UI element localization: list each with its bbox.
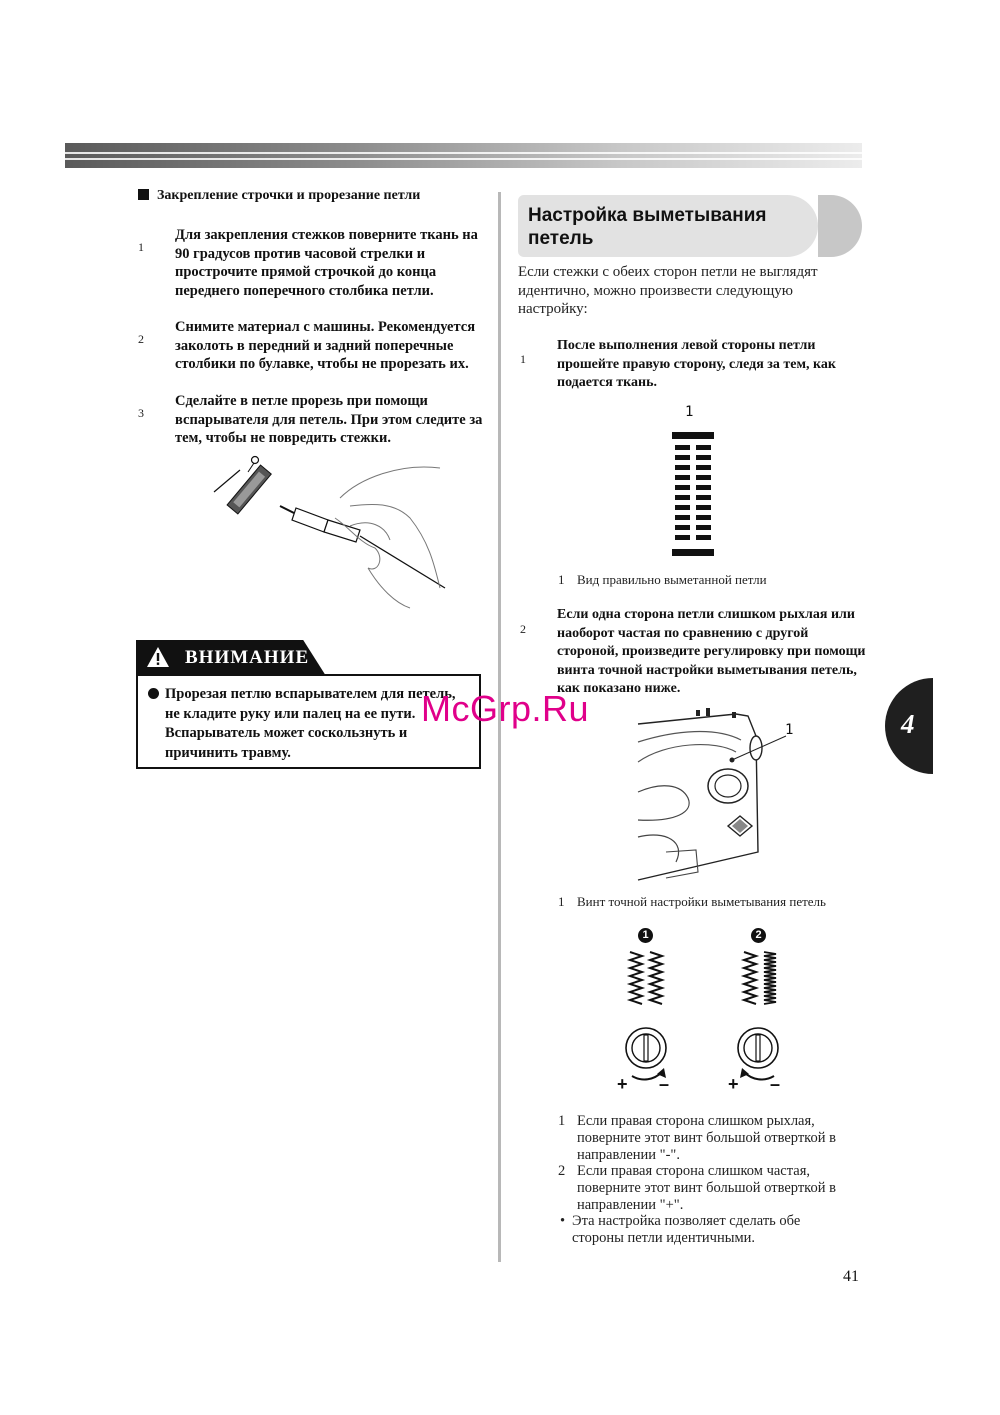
plus-sign: + xyxy=(617,1074,628,1094)
note-bullet: • xyxy=(560,1213,566,1229)
header-bar xyxy=(65,143,862,168)
minus-sign: – xyxy=(770,1074,781,1094)
sewing-machine-figure xyxy=(636,702,836,882)
legend-text: Если правая сторона слишком рыхлая, поверните этот винт большой отверткой в направлении "-". xyxy=(577,1113,836,1163)
step-text: Если одна сторона петли слишком рыхлая или наоборот частая по сравнению с другой стороной, произведите регулировку при помощи винта точной настройки выметывания петель, как показано ниже. xyxy=(557,607,866,696)
seam-ripper-illustration xyxy=(200,448,460,618)
dense-stitch-pattern-icon xyxy=(740,950,780,1008)
step-text: Сделайте в петле прорезь при помощи вспарывателя для петель. При этом следите за тем, чтобы не повредить стежки. xyxy=(175,393,483,446)
bullet-icon xyxy=(148,688,159,699)
step-number: 1 xyxy=(138,240,144,254)
figure-label: 1 xyxy=(685,404,694,420)
warning-text: Прорезая петлю вспарывателем для петель, не кладите руку или палец на ее пути. Вспарыватель может соскользнуть и причинить травму. xyxy=(165,686,456,761)
watermark: McGrp.Ru xyxy=(421,688,590,729)
caption-number: 1 xyxy=(558,572,565,587)
title-tab-accent xyxy=(818,195,862,257)
step-number: 2 xyxy=(520,622,526,636)
buttonhole-figure xyxy=(672,432,716,558)
step-number: 1 xyxy=(520,352,526,366)
warning-triangle-icon xyxy=(146,646,170,668)
step-text: Снимите материал с машины. Рекомендуется заколоть в передний и задний поперечные столбики по булавке, чтобы не прорезать их. xyxy=(175,319,476,372)
chapter-number: 4 xyxy=(901,709,915,739)
figure-caption: Вид правильно выметанной петли xyxy=(577,572,767,587)
legend-number: 1 xyxy=(558,1113,566,1129)
step-text: Для закрепления стежков поверните ткань на 90 градусов против часовой стрелки и прострочите прямой строчкой до конца переднего поперечного столбика петли. xyxy=(175,227,478,299)
step-number: 3 xyxy=(138,406,144,420)
loose-stitch-pattern-icon xyxy=(626,950,666,1008)
section-heading: Закрепление строчки и прорезание петли xyxy=(138,188,420,204)
section-title: Настройка выметывания петель xyxy=(528,205,767,249)
step-text: После выполнения левой стороны петли прошейте правую сторону, следя за тем, как подается ткань. xyxy=(557,338,836,390)
plus-sign: + xyxy=(728,1074,739,1094)
step-number: 2 xyxy=(138,332,144,346)
legend-text: Если правая сторона слишком частая, поверните этот винт большой отверткой в направлении "+". xyxy=(577,1163,836,1213)
marker-2-icon: 2 xyxy=(751,928,766,943)
marker-1-icon: 1 xyxy=(638,928,653,943)
figure-label: 1 xyxy=(785,722,794,738)
caption-number: 1 xyxy=(558,894,565,909)
legend-number: 2 xyxy=(558,1163,566,1179)
figure-caption: Винт точной настройки выметывания петель xyxy=(577,894,826,909)
warning-title: ВНИМАНИЕ xyxy=(185,647,310,668)
page-number: 41 xyxy=(843,1268,859,1285)
intro-text: Если стежки с обеих сторон петли не выглядят идентично, можно произвести следующую настройку: xyxy=(518,264,818,317)
minus-sign: – xyxy=(659,1074,670,1094)
note-text: Эта настройка позволяет сделать обе стороны петли идентичными. xyxy=(572,1213,801,1246)
square-bullet-icon xyxy=(138,189,149,200)
